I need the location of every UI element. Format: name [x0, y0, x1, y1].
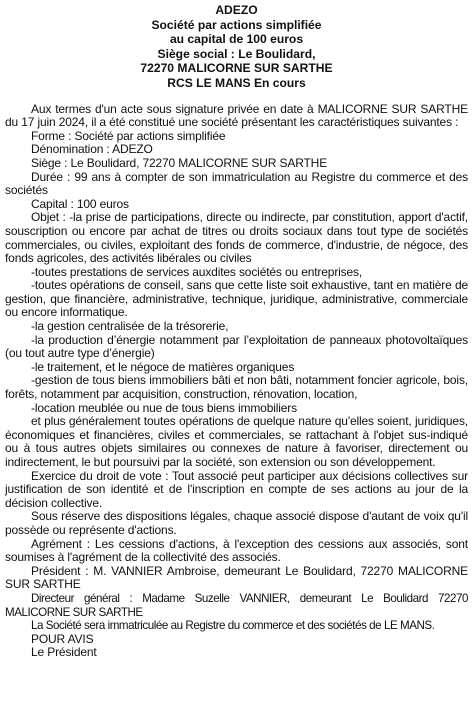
company-capital: au capital de 100 euros — [169, 32, 304, 47]
siege-line: Siège : Le Boulidard, 72270 MALICORNE SUR SARTHE — [31, 155, 328, 170]
object-paragraph: Objet : -la prise de participations, directe ou indirecte, par constitution, apport d'actif, souscription ou encore par achat de titres ou droits sociaux dans tout type de sociétés commerciales, ou civiles, exploitant des fonds de commerce, d'industrie, de négoce, des fonds agricoles, des activités libérales ou civiles — [5, 210, 468, 266]
approval-paragraph: Agrément : Les cessions d'actions, à l'exception des cessions aux associés, sont soumises à l'agrément de la collectivité des associés. — [5, 536, 468, 565]
signature-line: Le Président — [31, 645, 97, 660]
rcs-registration: RCS LE MANS En cours — [167, 75, 306, 90]
object-item-organic: -le traitement, et le négoce de matières organiques — [31, 359, 295, 374]
object-item-consulting: -toutes opérations de conseil, sans que cette liste soit exhaustive, tant en matière de gestion, que financière, administrative, technique, juridique, administrative, commerciale ou encore informatique. — [5, 278, 468, 320]
capital-line: Capital : 100 euros — [31, 196, 129, 211]
duration-line: Durée : 99 ans à compter de son immatriculation au Registre du commerce et des sociétés — [5, 169, 468, 198]
registered-city: 72270 MALICORNE SUR SARTHE — [140, 61, 333, 76]
object-general-clause: et plus généralement toutes opérations de quelque nature qu'elles soient, juridiques, économiques et financières, civiles et commerciales, se rattachant à l'objet sus-indiqué ou à tous autres objets similaires ou connexes de nature à favoriser, directement ou indirectement, le but poursuivi par la société, son extension ou son développement. — [5, 414, 468, 469]
pour-avis-line: POUR AVIS — [31, 631, 94, 646]
company-form: Société par actions simplifiée — [151, 17, 322, 32]
votes-paragraph: Sous réserve des dispositions légales, chaque associé dispose d'autant de voix qu'il possède ou représente d'actions. — [5, 509, 468, 537]
notice-body — [5, 103, 468, 660]
president-line: Président : M. VANNIER Ambroise, demeurant Le Boulidard, 72270 MALICORNE SUR SARTHE — [5, 563, 468, 592]
intro-paragraph: Aux termes d'un acte sous signature privée en date à MALICORNE SUR SARTHE du 17 juin 2024, il a été constitué une société présentant les caractéristiques suivantes : — [5, 101, 468, 130]
company-name: ADEZO — [215, 3, 258, 17]
object-item-treasury: -la gestion centralisée de la trésorerie, — [31, 319, 229, 334]
object-item-energy: -la production d’énergie notamment par l’exploitation de panneaux photovoltaïques (ou tout autre type d’énergie) — [5, 332, 468, 361]
registered-office: Siège social : Le Boulidard, — [157, 46, 316, 61]
denomination-line: Dénomination : ADEZO — [31, 142, 153, 157]
general-director-line: Directeur général : Madame Suzelle VANNIER, demeurant Le Boulidard 72270 MALICORNE SUR SARTHE — [5, 591, 468, 619]
notice-header — [5, 3, 468, 91]
object-item-rental: -location meublée ou nue de tous biens immobiliers — [31, 400, 297, 415]
voting-rights-paragraph: Exercice du droit de vote : Tout associé peut participer aux décisions collectives sur justification de son identité et de l'inscription en compte de ses actions au jour de la décision collective. — [5, 468, 468, 510]
object-item-real-estate: -gestion de tous biens immobiliers bâti et non bâti, notamment foncier agricole, bois, forêts, notamment par acquisition, construction, rénovation, location, — [5, 373, 468, 402]
form-line: Forme : Société par actions simplifiée — [31, 128, 226, 143]
registration-line: La Société sera immatriculée au Registre du commerce et des sociétés de LE MANS. — [31, 619, 435, 633]
object-item-services: -toutes prestations de services auxdites sociétés ou entreprises, — [31, 264, 363, 279]
